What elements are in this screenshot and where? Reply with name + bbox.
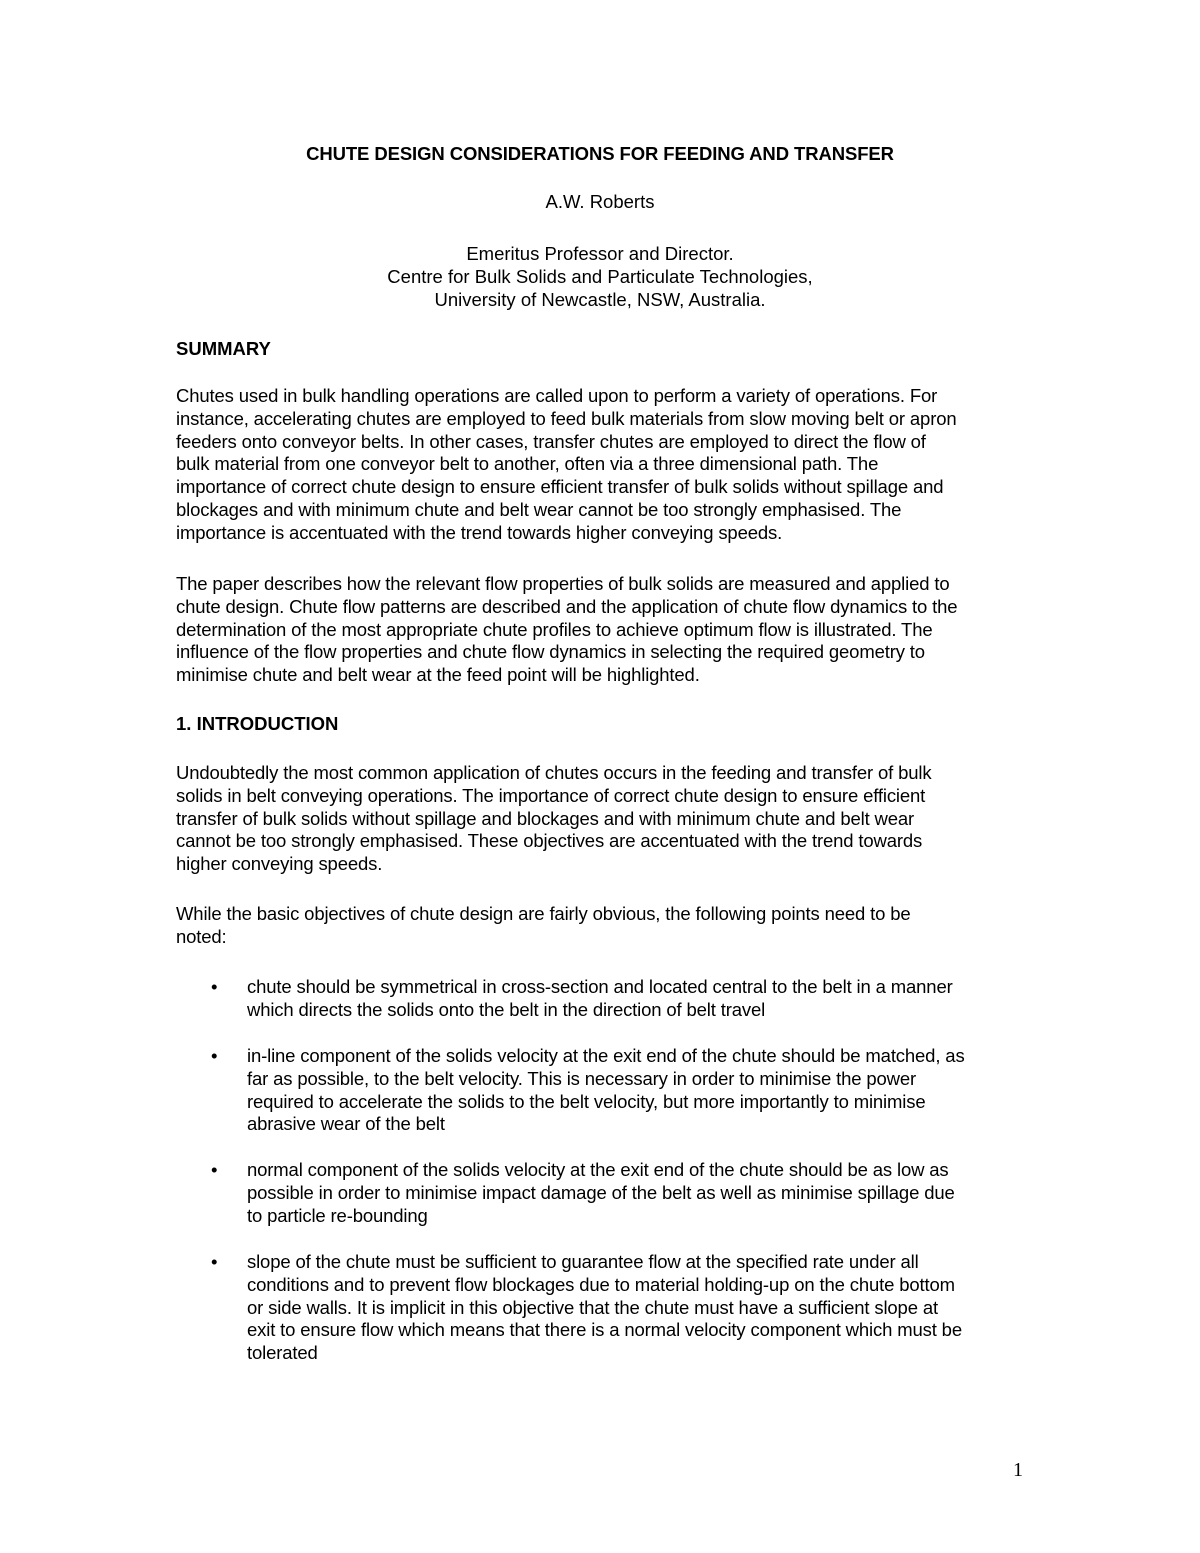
paper-title: CHUTE DESIGN CONSIDERATIONS FOR FEEDING AND TRANSFER — [306, 143, 894, 164]
text-line: far as possible, to the belt velocity. This is necessary in order to minimise the power — [247, 1067, 917, 1089]
text-line: chute design. Chute flow patterns are described and the application of chute flow dynamics to the — [176, 595, 958, 617]
text-line: influence of the flow properties and chute flow dynamics in selecting the required geometry to — [176, 641, 925, 663]
affiliation-line: Emeritus Professor and Director. — [466, 243, 734, 264]
text-line: to particle re-bounding — [247, 1204, 428, 1226]
text-line: Undoubtedly the most common application of chutes occurs in the feeding and transfer of bulk — [176, 762, 932, 783]
summary-paragraph-1 — [176, 385, 1036, 545]
text-line: feeders onto conveyor belts. In other cases, transfer chutes are employed to direct the flow of — [176, 430, 926, 452]
author-affiliation — [0, 242, 1200, 311]
text-line: determination of the most appropriate chute profiles to achieve optimum flow is illustrated. The — [176, 618, 933, 640]
bullet-text — [247, 1045, 1047, 1136]
text-line: possible in order to minimise impact damage of the belt as well as minimise spillage due — [247, 1181, 955, 1203]
text-line: instance, accelerating chutes are employed to feed bulk materials from slow moving belt or apron — [176, 407, 957, 429]
bullet-text — [247, 1251, 1047, 1365]
text-line: tolerated — [247, 1342, 318, 1364]
bullet-icon: • — [211, 976, 218, 997]
text-line: transfer of bulk solids without spillage and blockages and with minimum chute and belt wear — [176, 807, 915, 829]
text-line: While the basic objectives of chute design are fairly obvious, the following points need to be — [176, 903, 911, 924]
text-line: exit to ensure flow which means that there is a normal velocity component which must be — [247, 1319, 962, 1341]
bullet-icon: • — [211, 1159, 218, 1180]
introduction-paragraph-1 — [176, 762, 1036, 876]
text-line: higher conveying speeds. — [176, 853, 383, 875]
text-line: solids in belt conveying operations. The importance of correct chute design to ensure efficient — [176, 784, 926, 806]
affiliation-line: Centre for Bulk Solids and Particulate Technologies, — [387, 266, 813, 287]
text-line: Chutes used in bulk handling operations are called upon to perform a variety of operations. For — [176, 385, 938, 406]
text-line: normal component of the solids velocity at the exit end of the chute should be as low as — [247, 1159, 949, 1180]
author-name: A.W. Roberts — [545, 191, 655, 212]
text-line: conditions and to prevent flow blockages due to material holding-up on the chute bottom — [247, 1273, 955, 1295]
summary-heading: SUMMARY — [176, 338, 271, 359]
text-line: noted: — [176, 925, 227, 947]
bullet-text — [247, 1159, 1047, 1227]
text-line: or side walls. It is implicit in this objective that the chute must have a sufficient slope at — [247, 1296, 938, 1318]
text-line: in-line component of the solids velocity at the exit end of the chute should be matched, as — [247, 1045, 965, 1066]
bullet-text — [247, 976, 1047, 1022]
bullet-icon: • — [211, 1251, 218, 1272]
text-line: cannot be too strongly emphasised. These objectives are accentuated with the trend towards — [176, 830, 923, 852]
text-line: bulk material from one conveyor belt to another, often via a three dimensional path. The — [176, 453, 879, 475]
text-line: importance of correct chute design to ensure efficient transfer of bulk solids without spillage and — [176, 476, 944, 498]
text-line: abrasive wear of the belt — [247, 1113, 445, 1135]
text-line: The paper describes how the relevant flow properties of bulk solids are measured and applied to — [176, 573, 950, 594]
text-line: required to accelerate the solids to the belt velocity, but more importantly to minimise — [247, 1090, 926, 1112]
affiliation-line: University of Newcastle, NSW, Australia. — [434, 289, 766, 310]
text-line: slope of the chute must be sufficient to guarantee flow at the specified rate under all — [247, 1251, 919, 1272]
introduction-heading: 1. INTRODUCTION — [176, 713, 339, 734]
text-line: minimise chute and belt wear at the feed point will be highlighted. — [176, 664, 700, 686]
text-line: chute should be symmetrical in cross-section and located central to the belt in a manner — [247, 976, 953, 997]
bullet-icon: • — [211, 1045, 218, 1066]
text-line: importance is accentuated with the trend towards higher conveying speeds. — [176, 521, 783, 543]
summary-paragraph-2 — [176, 573, 1036, 687]
text-line: which directs the solids onto the belt in the direction of belt travel — [247, 998, 766, 1020]
text-line: blockages and with minimum chute and belt wear cannot be too strongly emphasised. The — [176, 498, 902, 520]
introduction-paragraph-2 — [176, 903, 1036, 949]
page-number: 1 — [1013, 1459, 1023, 1481]
